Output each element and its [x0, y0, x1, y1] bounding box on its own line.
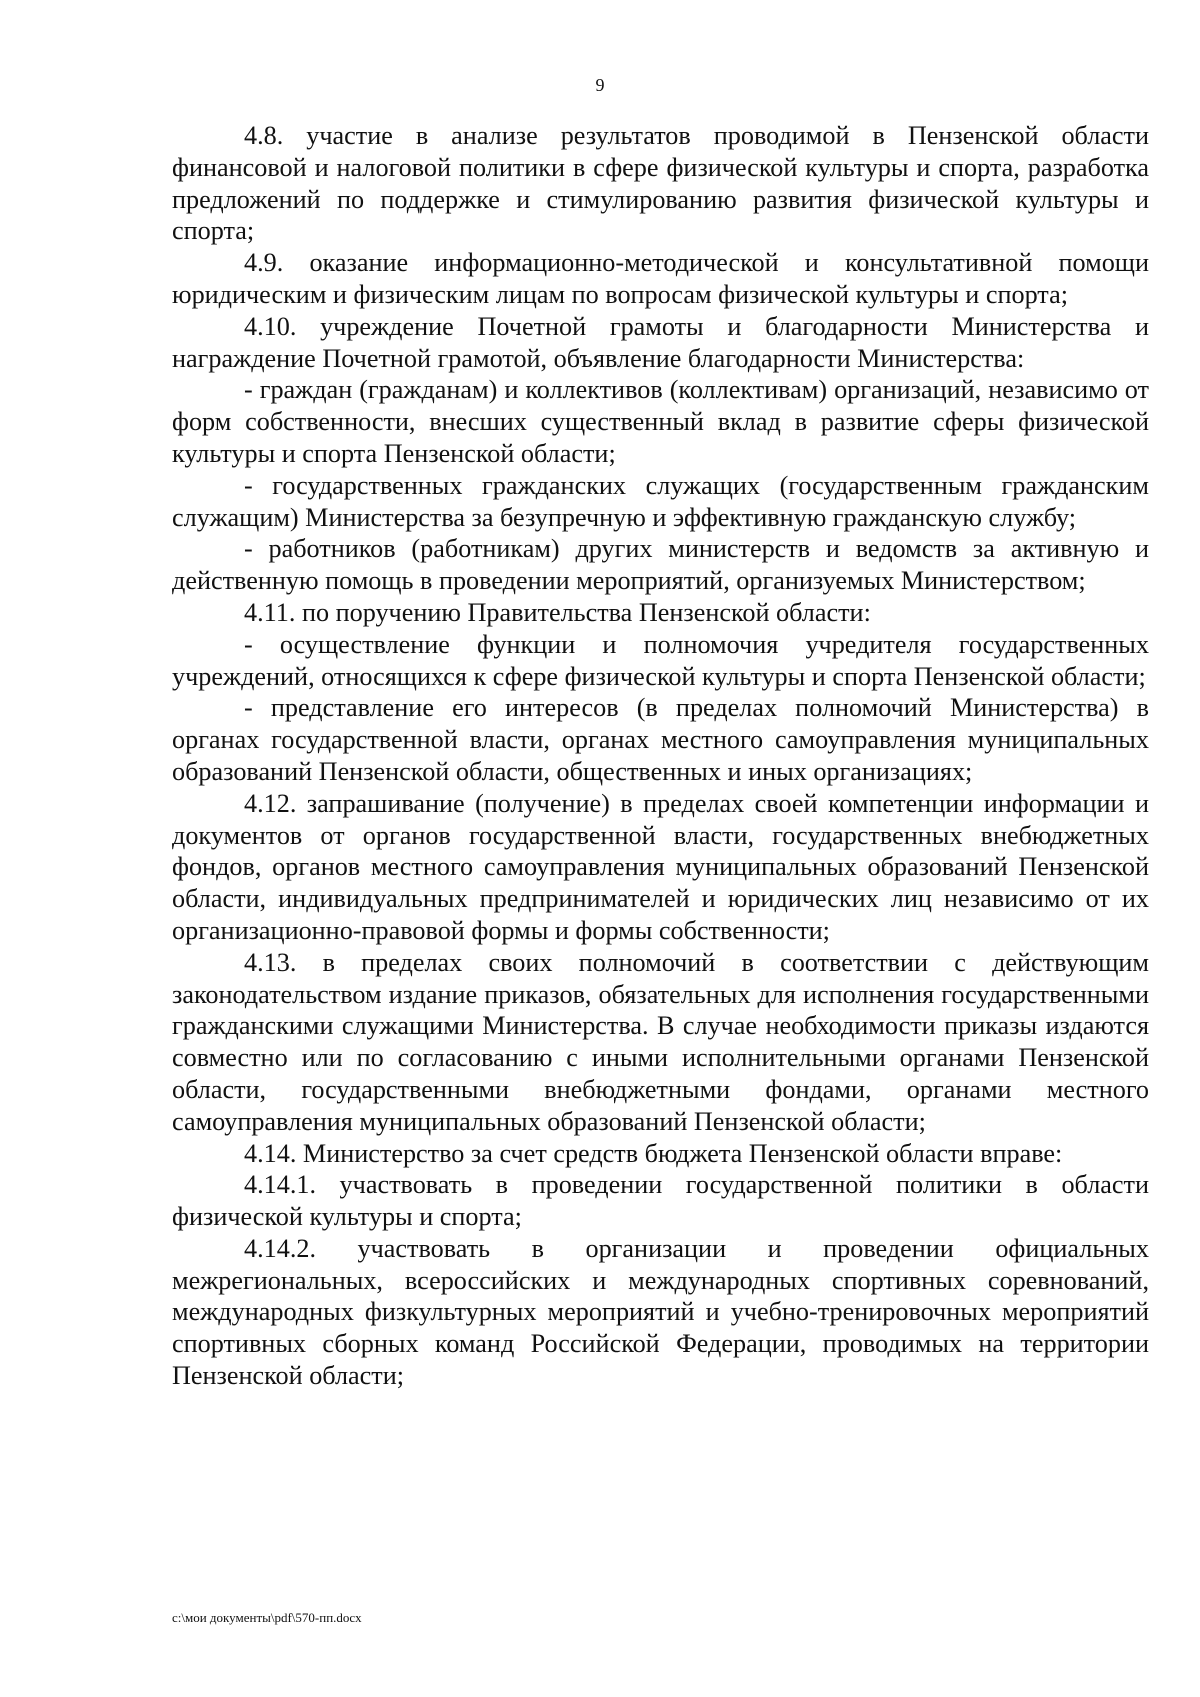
paragraph-4-14-1: 4.14.1. участвовать в проведении государственной политики в области физической культуры и спорта; [172, 1170, 1149, 1232]
list-item-other-ministries: - работников (работникам) других министерств и ведомств за активную и действенную помощь в проведении мероприятий, организуемых Министерством; [172, 534, 1149, 596]
paragraph-4-10: 4.10. учреждение Почетной грамоты и благодарности Министерства и награждение Почетной грамотой, объявление благодарности Министерства: [172, 311, 1149, 373]
paragraph-4-14-2: 4.14.2. участвовать в организации и проведении официальных межрегиональных, всероссийских и международных спортивных соревнований, международных физкультурных мероприятий и учебно-тренировочных мероприятий спортивных сборных команд Российской Федерации, проводимых на территории Пензенской области; [172, 1233, 1149, 1391]
page-number: 9 [595, 75, 605, 95]
list-item-citizens: - граждан (гражданам) и коллективов (коллективам) организаций, независимо от форм собственности, внесших существенный вклад в развитие сферы физической культуры и спорта Пензенской области; [172, 375, 1149, 468]
paragraph-4-14: 4.14. Министерство за счет средств бюджета Пензенской области вправе: [244, 1138, 1063, 1168]
paragraph-4-11: 4.11. по поручению Правительства Пензенской области: [244, 597, 871, 627]
paragraph-4-8: 4.8. участие в анализе результатов проводимой в Пензенской области финансовой и налоговой политики в сфере физической культуры и спорта, разработка предложений по поддержке и стимулированию развития физической культуры и спорта; [172, 121, 1149, 246]
paragraph-4-13: 4.13. в пределах своих полномочий в соответствии с действующим законодательством издание приказов, обязательных для исполнения государственными гражданскими служащими Министерства. В случае необходимости приказы издаются совместно или по согласованию с иными исполнительными органами Пензенской области, государственными внебюджетными фондами, органами местного самоуправления муниципальных образований Пензенской области; [172, 947, 1149, 1136]
paragraph-4-12: 4.12. запрашивание (получение) в пределах своей компетенции информации и документов от органов государственной власти, государственных внебюджетных фондов, органов местного самоуправления муниципальных образований Пензенской области, индивидуальных предпринимателей и юридических лиц независимо от их организационно-правовой формы и формы собственности; [172, 788, 1149, 945]
list-item-founder-functions: - осуществление функции и полномочия учредителя государственных учреждений, относящихся к сфере физической культуры и спорта Пензенской области; [172, 629, 1149, 691]
document-body [172, 120, 1149, 1392]
paragraph-4-9: 4.9. оказание информационно-методической и консультативной помощи юридическим и физическим лицам по вопросам физической культуры и спорта; [172, 248, 1149, 309]
list-item-civil-servants: - государственных гражданских служащих (государственным гражданским служащим) Министерства за безупречную и эффективную гражданскую службу; [172, 470, 1149, 532]
list-item-representation: - представление его интересов (в пределах полномочий Министерства) в органах государственной власти, органах местного самоуправления муниципальных образований Пензенской области, общественных и иных организациях; [172, 693, 1149, 786]
footer-file-path: c:\мои документы\pdf\570-пп.docx [172, 1610, 362, 1625]
